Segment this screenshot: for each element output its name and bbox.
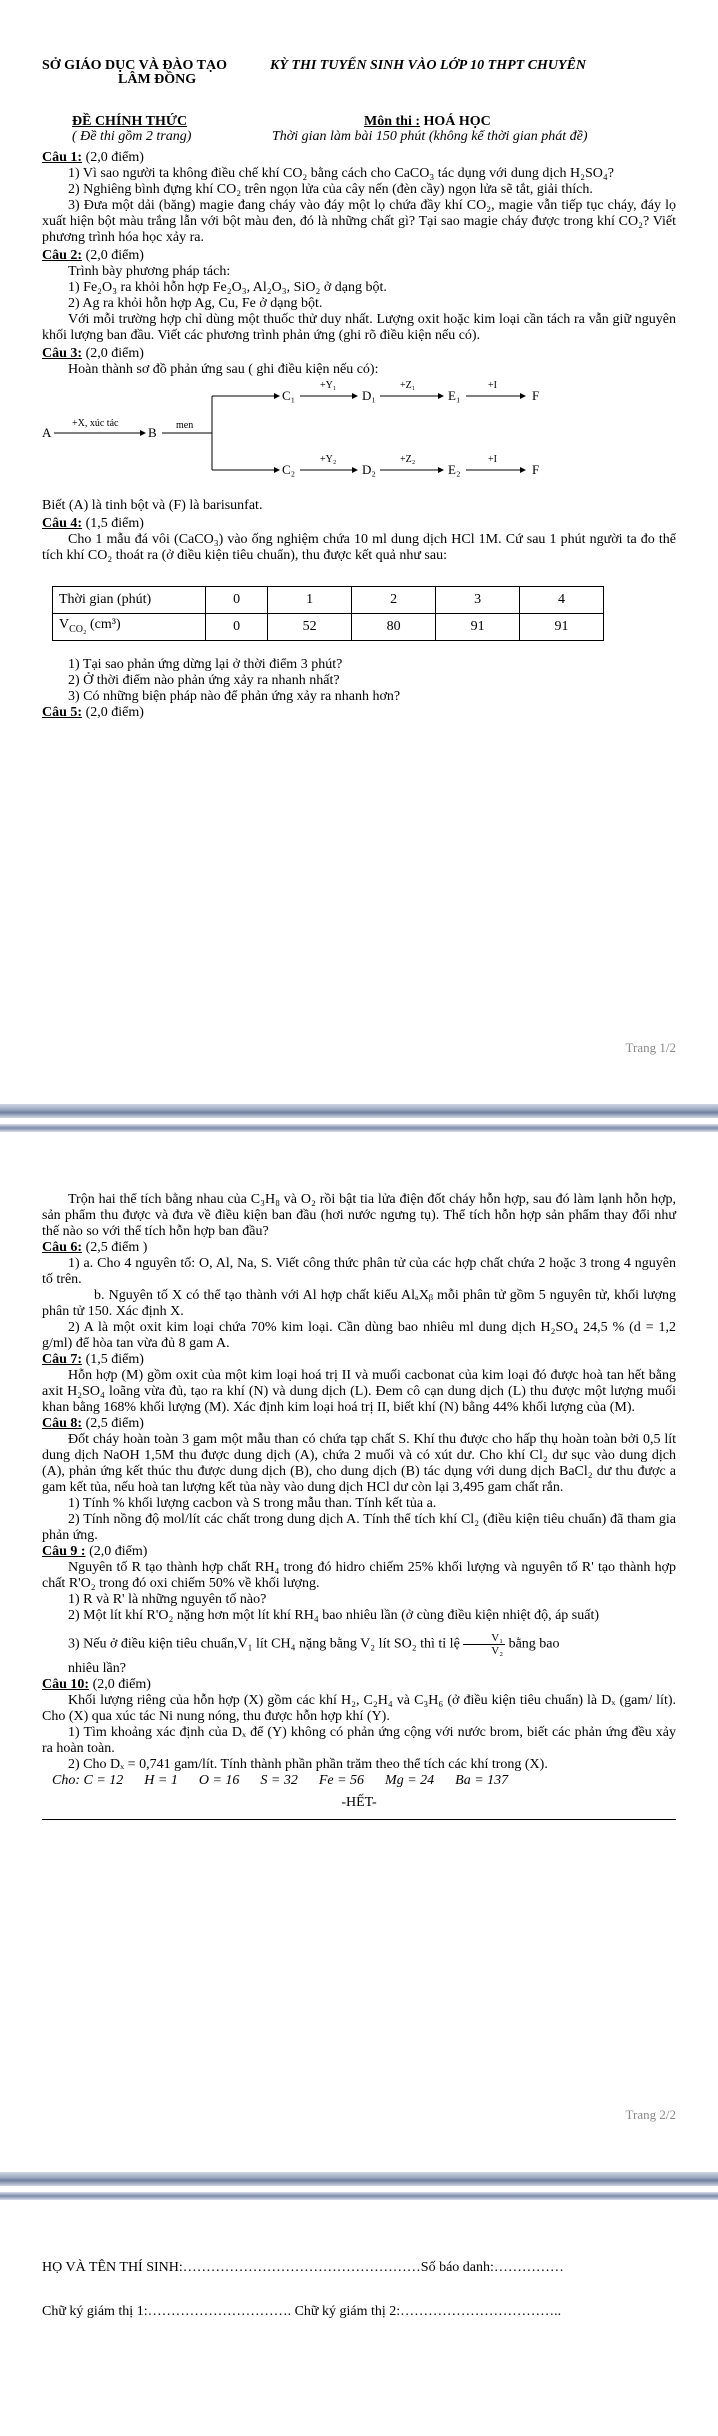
q2-item-2: 2) Ag ra khỏi hỗn hợp Ag, Cu, Fe ở dạng bột. xyxy=(68,296,323,311)
table-row xyxy=(53,587,604,614)
q4-item-1: 1) Tại sao phản ứng dừng lại ở thời điểm 3 phút? xyxy=(68,657,343,672)
q8-item-1: 1) Tính % khối lượng cacbon và S trong mẫu than. Tính kết tủa a. xyxy=(68,1496,437,1511)
table-row xyxy=(53,614,604,641)
q1-heading: Câu 1: (2,0 điểm) xyxy=(42,150,144,165)
q4-item-2: 2) Ở thời điểm nào phản ứng xảy ra nhanh nhất? xyxy=(68,673,340,688)
q2-heading: Câu 2: (2,0 điểm) xyxy=(42,248,144,263)
q10-item-2: 2) Cho Dₓ = 0,741 gam/lít. Tính thành phần phần trăm theo thể tích các khí trong (X). xyxy=(68,1757,548,1772)
node-f1: F xyxy=(532,388,540,403)
q3-note: Biết (A) là tinh bột và (F) là barisunfat. xyxy=(42,498,263,513)
table-cell: Thời gian (phút) xyxy=(53,587,206,614)
cond-x: +X, xúc tác xyxy=(72,418,119,429)
q10-body: Khối lượng riêng của hỗn hợp (X) gồm các khí H₂, C₂H₄ và C₃H₆ (ở điều kiện tiêu chuẩn) là Dₓ (gam/ lít). Cho (X) qua xúc tác Ni nung nóng, thu được hỗn hợp khí (Y). xyxy=(42,1693,676,1724)
reagent-z1: +Z₁ xyxy=(400,380,416,391)
subject-title: Môn thi : HOÁ HỌC xyxy=(364,114,491,129)
official-label: ĐỀ CHÍNH THỨC xyxy=(72,114,188,129)
q1-item-2: 2) Nghiêng bình đựng khí CO₂ trên ngọn lửa của cây nến (đèn cầy) ngọn lửa sẽ tắt, giải thích. xyxy=(68,182,593,197)
q6-heading: Câu 6: (2,5 điểm ) xyxy=(42,1240,148,1255)
node-c1: C₁ xyxy=(282,388,296,403)
q9-item-1: 1) R và R' là những nguyên tố nào? xyxy=(68,1592,267,1607)
q5-body: Trộn hai thể tích bằng nhau của C₃H₈ và O₂ rồi bật tia lửa điện đốt cháy hỗn hợp, sau đó làm lạnh hỗn hợp, sản phẩm thu được và đưa về điều kiện ban đầu (hơi nước ngưng tụ). Thể tích hỗn hợp sản phẩm thay đổi như thế nào so với thể tích hỗn hợp ban đầu? xyxy=(42,1192,676,1239)
time-note: Thời gian làm bài 150 phút (không kể thời gian phát đề) xyxy=(272,129,588,144)
q9-item-3: 3) Nếu ở điều kiện tiêu chuẩn,V₁ lít CH₄ nặng bằng V₂ lít SO₂ thì tỉ lệ $\frac{\text{V₁}}{\text{V₂}}$ bằng bao xyxy=(68,1632,560,1657)
q3-intro: Hoàn thành sơ đồ phản ứng sau ( ghi điều kiện nếu có): xyxy=(68,362,379,377)
q4-intro: Cho 1 mẫu đá vôi (CaCO₃) vào ống nghiệm chứa 10 ml dung dịch HCl 1M. Cứ sau 1 phút người ta đo thể tích khí CO₂ thoát ra (ở điều kiện tiêu chuẩn), thu được kết quả như sau: xyxy=(42,532,676,563)
table-cell: 91 xyxy=(436,614,520,641)
q5-heading: Câu 5: (2,0 điểm) xyxy=(42,705,144,720)
table-cell: 2 xyxy=(352,587,436,614)
end-divider xyxy=(42,1819,676,1820)
table-cell: 0 xyxy=(206,614,268,641)
page-separator xyxy=(0,2172,718,2186)
q3-heading: Câu 3: (2,0 điểm) xyxy=(42,346,144,361)
q8-heading: Câu 8: (2,5 điểm) xyxy=(42,1416,144,1431)
page-2-body xyxy=(42,1192,676,1820)
page-number: Trang 2/2 xyxy=(625,2107,676,2122)
table-cell: 0 xyxy=(206,587,268,614)
reaction-diagram xyxy=(42,378,676,498)
atomic-masses: Cho: C = 12 H = 1 O = 16 S = 32 Fe = 56 Mg = 24 Ba = 137 xyxy=(52,1773,509,1788)
q7-heading: Câu 7: (1,5 điểm) xyxy=(42,1352,144,1367)
table-cell: 1 xyxy=(268,587,352,614)
page-separator xyxy=(0,2192,718,2200)
node-a: A xyxy=(42,425,52,440)
co2-volume-table xyxy=(52,586,604,641)
page-2 xyxy=(0,1132,718,2172)
node-c2: C₂ xyxy=(282,462,296,477)
supervisor-signature-line: Chữ ký giám thị 1:…………………………. Chữ ký giám thị 2:…………………………….. xyxy=(42,2304,562,2319)
q4-heading: Câu 4: (1,5 điểm) xyxy=(42,516,144,531)
candidate-name-line: HỌ VÀ TÊN THÍ SINH:……………………………………………Số báo danh:…………… xyxy=(42,2260,564,2275)
table-cell: 91 xyxy=(520,614,604,641)
q10-heading: Câu 10: (2,0 điểm) xyxy=(42,1677,151,1692)
node-d2: D₂ xyxy=(362,462,376,477)
node-f2: F xyxy=(532,462,540,477)
page-separator xyxy=(0,1104,718,1118)
q7-body: Hỗn hợp (M) gồm oxit của một kim loại hoá trị II và muối cacbonat của kim loại đó được hoà tan hết bằng axit H₂SO₄ loãng vừa đủ, tạo ra khí (N) và dung dịch (L). Đem cô cạn dung dịch (L) thu được một lượng muối khan bằng 168% khối lượng (M). Xác định kim loại hoá trị II, biết khí (N) bằng 44% khối lượng của (M). xyxy=(42,1368,676,1415)
page-number: Trang 1/2 xyxy=(625,1040,676,1055)
q9-item-2: 2) Một lít khí R'O₂ nặng hơn một lít khí RH₄ bao nhiêu lần (ở cùng điều kiện nhiệt độ, áp suất) xyxy=(68,1608,600,1623)
q10-item-1: 1) Tìm khoảng xác định của Dₓ để (Y) không có phản ứng cộng với nước brom, biết các phản ứng đều xảy ra hoàn toàn. xyxy=(42,1725,676,1756)
node-b: B xyxy=(148,425,157,440)
q1-item-3: 3) Đưa một dải (băng) magie đang cháy vào đáy một lọ chứa đầy khí CO₂, magie vẫn tiếp tục cháy, đáy lọ xuất hiện bột màu trắng lẫn với bột màu đen, đó là những chất gì? Tại sao magie cháy được trong khí CO₂? Viết phương trình hóa học xảy ra. xyxy=(42,198,676,245)
table-cell: $V_{CO_2}$ (cm³) xyxy=(53,614,206,641)
department-location: LÂM ĐỒNG xyxy=(118,72,197,87)
diagram-lines xyxy=(42,378,676,498)
q4-item-3: 3) Có những biện pháp nào để phản ứng xảy ra nhanh hơn? xyxy=(68,689,401,704)
q8-item-2: 2) Tính nồng độ mol/lít các chất trong dung dịch A. Tính thể tích khí Cl₂ (điều kiện tiêu chuẩn) đã tham gia phản ứng. xyxy=(42,1512,676,1543)
q9-body: Nguyên tố R tạo thành hợp chất RH₄ trong đó hidro chiếm 25% khối lượng và nguyên tố R' tạo thành hợp chất R'O₂ trong đó oxi chiếm 50% về khối lượng. xyxy=(42,1560,676,1591)
reagent-i1: +I xyxy=(488,380,497,391)
table-cell: 52 xyxy=(268,614,352,641)
q8-body: Đốt cháy hoàn toàn 3 gam một mẫu than có chứa tạp chất S. Khí thu được cho hấp thụ hoàn toàn bởi 0,5 lít dung dịch NaOH 1,5M thu được dung dịch (A), chứa 2 muối và có xút dư. Cho khí Cl₂ dư sục vào dung dịch (A), phản ứng kết thúc thu được dung dịch (B), cho dung dịch (B) tác dụng với dung dịch BaCl₂ dư thu được a gam kết tủa, nếu hoà tan lượng kết tủa này vào dung dịch HCl dư còn lại 3,495 gam chất rắn. xyxy=(42,1432,676,1495)
end-marker: -HẾT- xyxy=(341,1795,377,1810)
node-d1: D₁ xyxy=(362,388,376,403)
department-name: SỞ GIÁO DỤC VÀ ĐÀO TẠO xyxy=(42,58,228,73)
page-1 xyxy=(0,0,718,1104)
reagent-z2: +Z₂ xyxy=(400,454,416,465)
reagent-i2: +I xyxy=(488,454,497,465)
table-cell: 80 xyxy=(352,614,436,641)
q9-item-3-end: nhiêu lần? xyxy=(68,1661,126,1676)
page-count-note: ( Đề thi gồm 2 trang) xyxy=(72,129,192,144)
q6-item-1a: 1) a. Cho 4 nguyên tố: O, Al, Na, S. Viết công thức phân tử của các hợp chất chứa 2 hoặc 3 trong 4 nguyên tố trên. xyxy=(42,1256,676,1287)
q6-item-1b: b. Nguyên tố X có thể tạo thành với Al hợp chất kiểu AlₐXᵦ mỗi phân tử gồm 5 nguyên tử, khối lượng phân tử 150. Xác định X. xyxy=(42,1288,676,1319)
exam-title: KỲ THI TUYỂN SINH VÀO LỚP 10 THPT CHUYÊN xyxy=(270,58,587,73)
node-e2: E₂ xyxy=(448,462,461,477)
q6-item-2: 2) A là một oxit kim loại chứa 70% kim loại. Cần dùng bao nhiêu ml dung dịch H₂SO₄ 24,5 % (d = 1,2 g/ml) để hòa tan vừa đủ 8 gam A. xyxy=(42,1320,676,1351)
table-cell: 3 xyxy=(436,587,520,614)
reagent-y2: +Y₂ xyxy=(320,454,337,465)
cond-men: men xyxy=(176,420,194,431)
node-e1: E₁ xyxy=(448,388,461,403)
reagent-y1: +Y₁ xyxy=(320,380,337,391)
q2-intro: Trình bày phương pháp tách: xyxy=(68,264,231,279)
candidate-footer xyxy=(0,2200,718,2430)
q9-heading: Câu 9 : (2,0 điểm) xyxy=(42,1544,148,1559)
q2-item-1: 1) Fe₂O₃ ra khỏi hỗn hợp Fe₂O₃, Al₂O₃, SiO₂ ở dạng bột. xyxy=(68,280,387,295)
ratio-fraction: $\frac{\text{V₁}}{\text{V₂}}$ xyxy=(463,1632,505,1657)
table-cell: 4 xyxy=(520,587,604,614)
q1-item-1: 1) Vì sao người ta không điều chế khí CO₂ bằng cách cho CaCO₃ tác dụng với dung dịch H₂SO₄? xyxy=(68,166,614,181)
page-separator xyxy=(0,1124,718,1132)
q2-note: Với mỗi trường hợp chỉ dùng một thuốc thử duy nhất. Lượng oxit hoặc kim loại cần tách ra vẫn giữ nguyên khối lượng ban đầu. Viết các phương trình phản ứng (ghi rõ điều kiện nếu có). xyxy=(42,312,676,343)
page-1-body xyxy=(42,150,676,721)
